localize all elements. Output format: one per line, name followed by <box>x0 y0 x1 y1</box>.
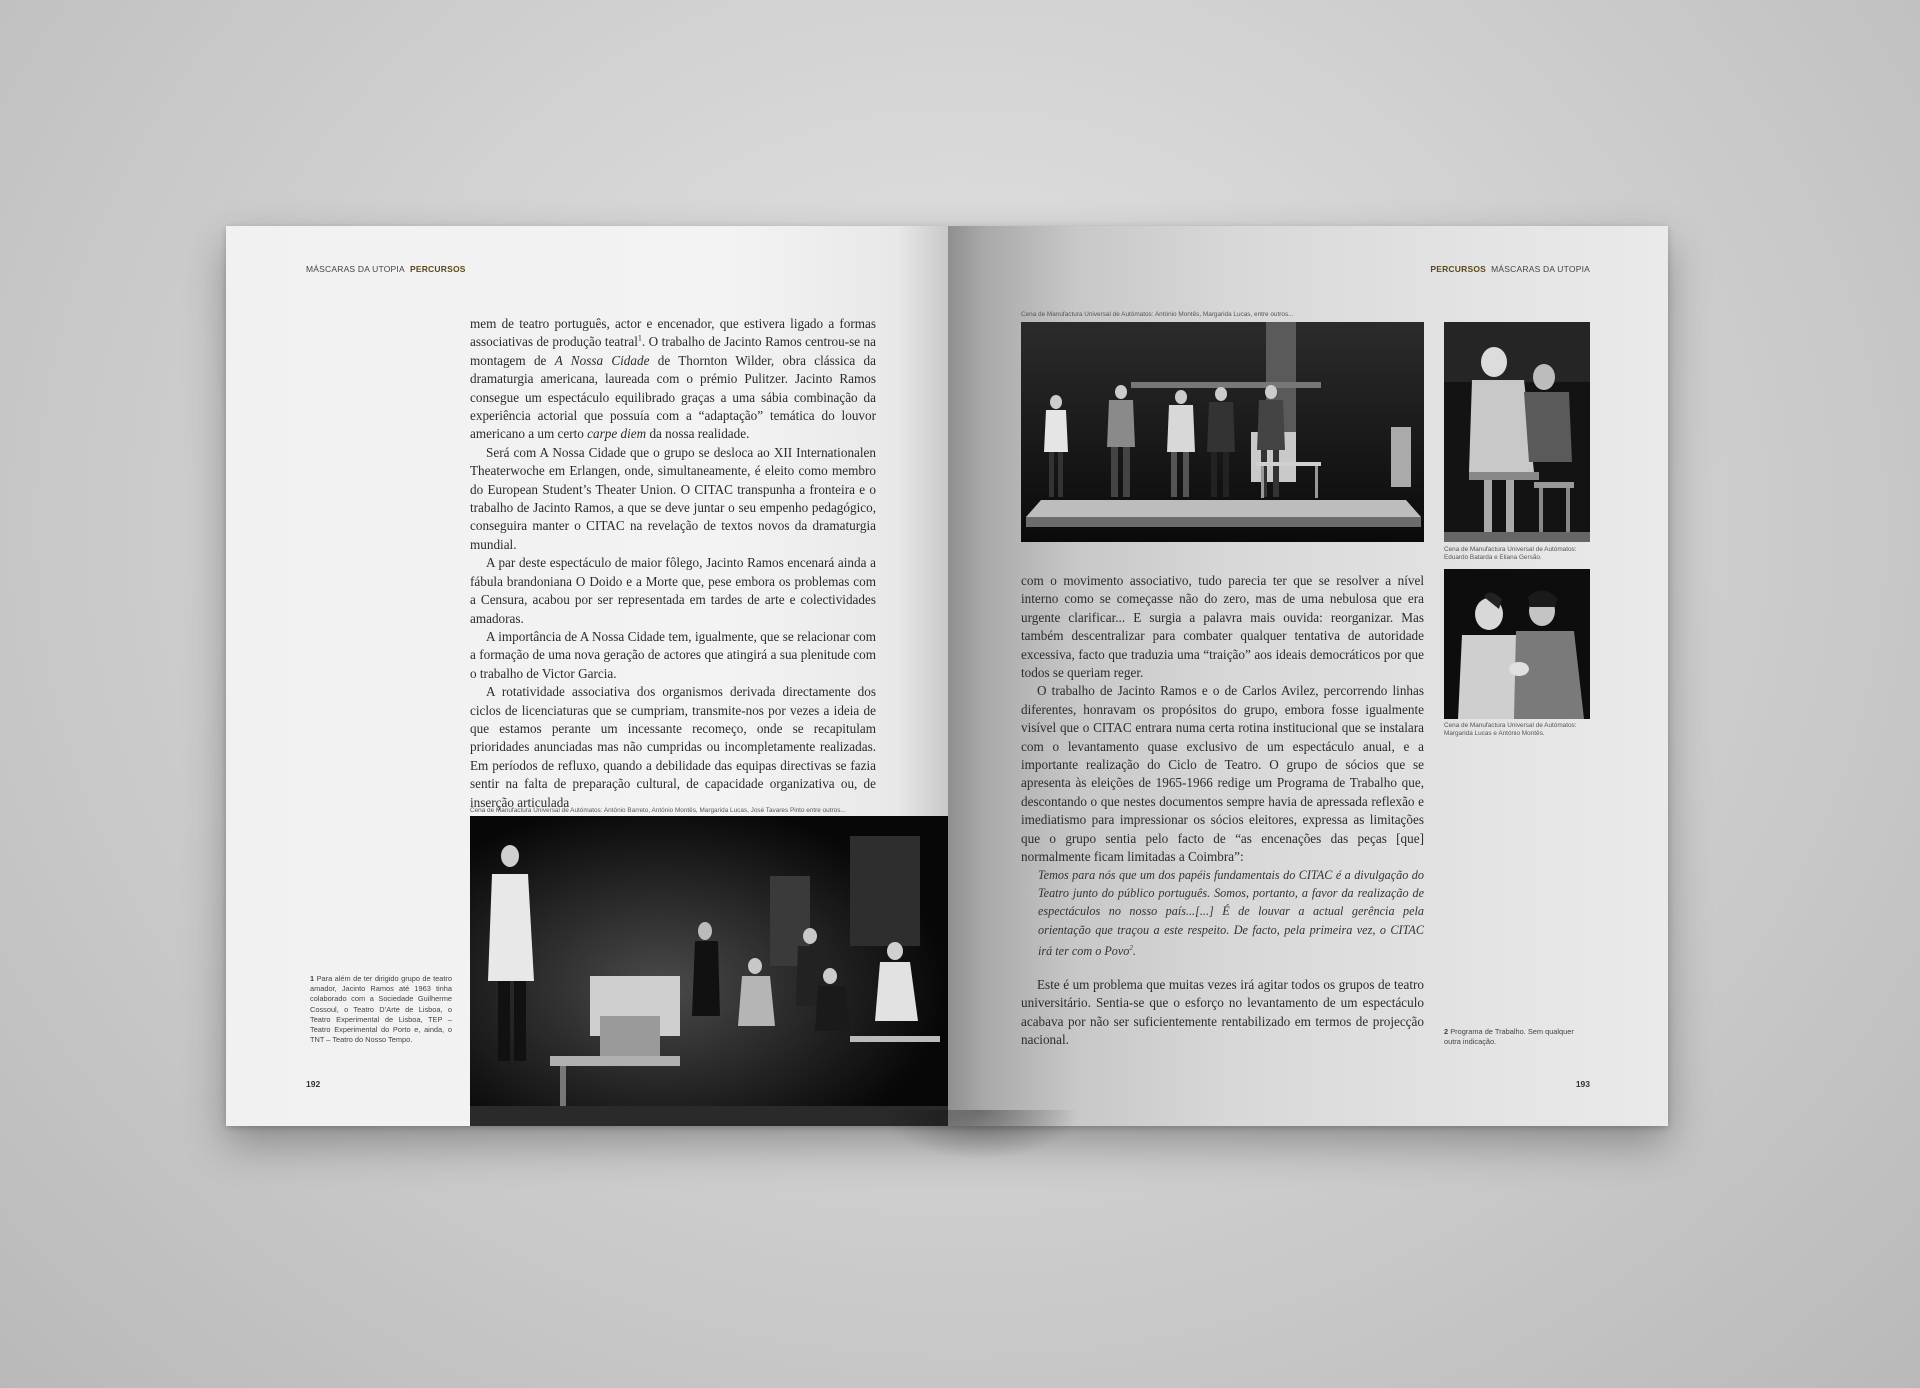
side-photo-2 <box>1444 569 1590 719</box>
running-head-book: MÁSCARAS DA UTOPIA <box>1491 264 1590 274</box>
footnote-number: 1 <box>310 974 315 983</box>
right-body-text <box>1021 572 1424 867</box>
footnote-ref: 2 <box>1129 943 1133 952</box>
side-photo-1-caption: Cena de Manufactura Universal de Autómatos: Eduardo Batarda e Eliana Gersão. <box>1444 546 1577 562</box>
closing-paragraph <box>1021 976 1424 1050</box>
book-shadow <box>880 1110 1080 1160</box>
block-quote: Temos para nós que um dos papéis fundamentais do CITAC é a divulgação do Teatro junto do público português. Somos, portanto, a favor da realização de espectáculos no nosso país...[...] É de louvar a actual gerência pela orientação que traçou a este respeito. De facto, pela primeira vez, o CITAC irá ter com o Povo$^2$. <box>1038 868 1424 958</box>
book-spread <box>226 226 1668 1126</box>
footnote-ref: 1 <box>637 334 642 344</box>
paragraph: com o movimento associativo, tudo parecia ter que se resolver a nível interno como se começasse não do zero, mas de uma nebulosa que era urgente clarificar... E surgia a palavra mais ouvida: reorganizar. Mas também descentralizar para combater qualquer tentativa de autoridade excessiva, facto que traduzia uma “traição” aos ideais democráticos por que todos se queriam reger. <box>1021 573 1424 681</box>
paragraph: O trabalho de Jacinto Ramos e o de Carlos Avilez, percorrendo linhas diferentes, honravam os propósitos do grupo, embora fosse igualmente visível que o CITAC entrara numa certa rotina institucional que se instalara com o levantamento quase exclusivo de um espectáculo anual, e a importante realização do Ciclo de Teatro. O grupo de sócios que se apresenta às eleições de 1965-1966 redige um Programa de Trabalho que, descontando o que nestes documentos sempre havia de apressada reflexão e imediatismo para impressionar os sócios eleitores, expressa as limitações que o grupo sentia pelo facto de “as encenações das peças [que] normalmente ficam limitadas a Coimbra”: <box>1021 683 1424 865</box>
stage-photo-large <box>470 816 948 1126</box>
top-photo-caption: Cena de Manufactura Universal de Autómatos: António Montês, Margarida Lucas, entre outros... <box>1021 311 1294 318</box>
paragraph: A importância de A Nossa Cidade tem, igualmente, que se relacionar com a formação de uma nova geração de actores que atingirá a sua plenitude com o trabalho de Victor Garcia. <box>470 628 876 681</box>
paragraph: A par deste espectáculo de maior fôlego, Jacinto Ramos encenará ainda a fábula brandoniana O Doido e a Morte que, pese embora os problemas com a Censura, acabou por ser representada em tardes de arte e colectividades amadoras. <box>470 555 876 626</box>
page-number-right: 193 <box>1575 1079 1590 1089</box>
right-page <box>948 226 1668 1126</box>
footnote-text: Para além de ter dirigido grupo de teatro amador, Jacinto Ramos até 1963 tinha colaborado com a Sociedade Guilherme Cossoul, o Teatro D’Arte de Lisboa, o Teatro Experimental de Lisboa, TEP – Teatro Experimental do Porto e, ainda, o TNT – Teatro do Nosso Tempo. <box>310 974 452 1045</box>
footnote-text: Programa de Trabalho. Sem qualquer outra indicação. <box>1444 1027 1574 1047</box>
running-head-right <box>1430 264 1590 274</box>
running-head-book: MÁSCARAS DA UTOPIA <box>306 264 405 274</box>
footnote-1 <box>310 974 452 1045</box>
running-head-section: PERCURSOS <box>1430 264 1487 274</box>
running-head-section: PERCURSOS <box>409 264 466 274</box>
left-body-text <box>470 315 876 812</box>
photo-caption: Cena de Manufactura Universal de Autómatos: António Barreto, António Montês, Margarida Lucas, José Tavares Pinto entre outros... <box>470 807 846 814</box>
side-photo-2-caption: Cena de Manufactura Universal de Autómatos: Margarida Lucas e António Montês. <box>1444 722 1577 738</box>
left-page <box>226 226 948 1126</box>
footnote-number: 2 <box>1444 1027 1449 1036</box>
footnote-2 <box>1444 1027 1590 1047</box>
page-number-left: 192 <box>306 1079 321 1089</box>
paragraph: mem de teatro português, actor e encenador, que estivera ligado a formas associativas de produção teatral$^1$. O trabalho de Jacinto Ramos centrou-se na montagem de A Nossa Cidade de Thornton Wilder, obra clássica da dramaturgia americana, laureada com o prémio Pulitzer. Jacinto Ramos consegue um espectáculo equilibrado graças a uma sábia combinação da experiência actorial que possuía com a “adaptação” temática do louvor americano a um certo carpe diem da nossa realidade. <box>470 316 877 442</box>
running-head-left <box>306 264 466 274</box>
side-photo-1 <box>1444 322 1590 542</box>
stage-photo-top <box>1021 322 1424 542</box>
paragraph: Este é um problema que muitas vezes irá agitar todos os grupos de teatro universitário. Sentia-se que o esforço no levantamento de um espectáculo acabava por não ser suficientemente rentabilizado em termos de projecção nacional. <box>1021 977 1424 1048</box>
paragraph: Será com A Nossa Cidade que o grupo se desloca ao XII Internationalen Theaterwoche em Erlangen, onde, simultaneamente, é eleito como membro do European Student’s Theater Union. O CITAC transpunha a fronteira e o trabalho de Jacinto Ramos, a que se deve juntar o seu empenho pedagógico, conseguira manter o CITAC na revelação de textos novos da dramaturgia mundial. <box>470 444 876 552</box>
paragraph: A rotatividade associativa dos organismos derivada directamente dos ciclos de licenciaturas que se cumpriam, transmite-nos por vezes a ideia de que estamos perante um incessante recomeço, onde se recapitulam prioridades anunciadas mas não cumpridas ou incompletamente realizadas. Em períodos de refluxo, quando a debilidade das equipas directivas se fazia sentir na falta de preparação cultural, de capacidade organizativa ou, de inserção articulada <box>470 684 876 810</box>
